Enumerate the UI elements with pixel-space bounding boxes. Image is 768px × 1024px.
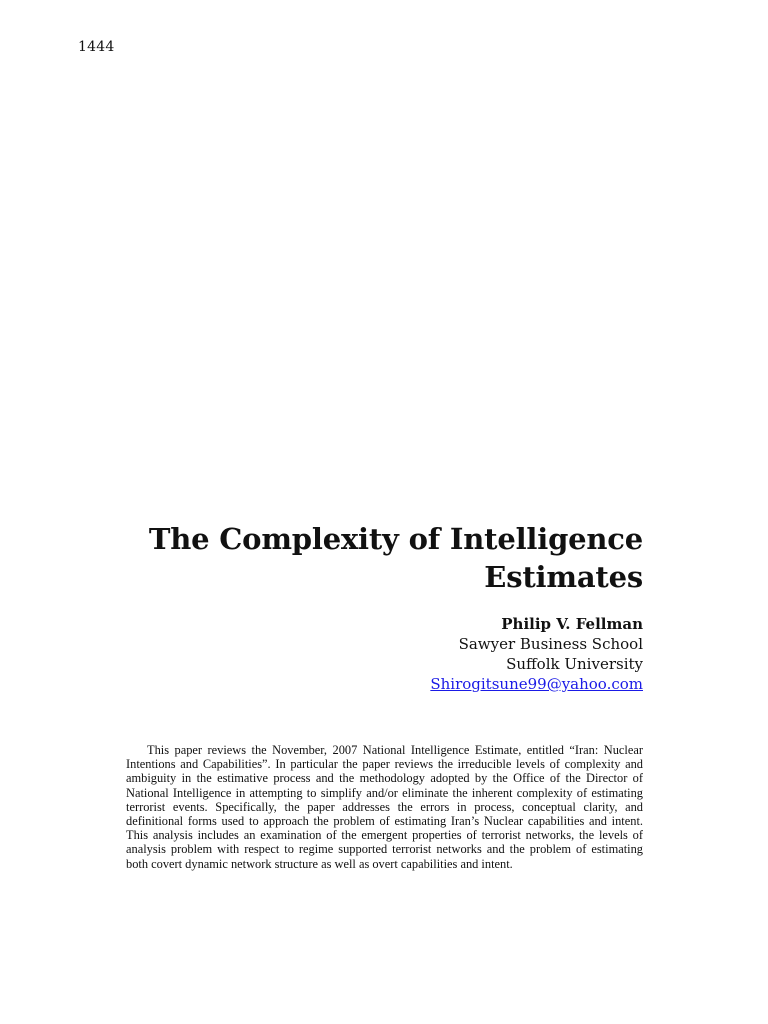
author-block xyxy=(300,614,643,694)
author-email-row xyxy=(300,674,643,694)
author-email-link[interactable]: Shirogitsune99@yahoo.com xyxy=(430,675,643,693)
author-affiliation-university: Suffolk University xyxy=(506,655,643,673)
author-affiliation-school: Sawyer Business School xyxy=(458,635,643,653)
title-line-2: Estimates xyxy=(484,560,643,594)
page-number: 1444 xyxy=(78,39,115,55)
title-block xyxy=(126,520,643,596)
abstract-paragraph: This paper reviews the November, 2007 National Intelligence Estimate, entitled “Iran: Nuclear Intentions and Capabilities”. In particular the paper reviews the irreducible levels of complexity and ambiguity in the estimative process and the methodology adopted by the Office of the Director of National Intelligence in attempting to simplify and/or eliminate the inherent complexity of estimating terrorist events. Specifically, the paper addresses the errors in process, conceptual clarity, and definitional forms used to approach the problem of estimating Iran’s Nuclear capabilities and intent. This analysis includes an examination of the emergent properties of terrorist networks, the levels of analysis problem with respect to regime supported terrorist networks and the problem of estimating both covert dynamic network structure as well as overt capabilities and intent. xyxy=(126,743,643,871)
title-line-1: The Complexity of Intelligence xyxy=(148,522,643,556)
author-name: Philip V. Fellman xyxy=(501,615,643,633)
paper-title xyxy=(126,520,643,596)
